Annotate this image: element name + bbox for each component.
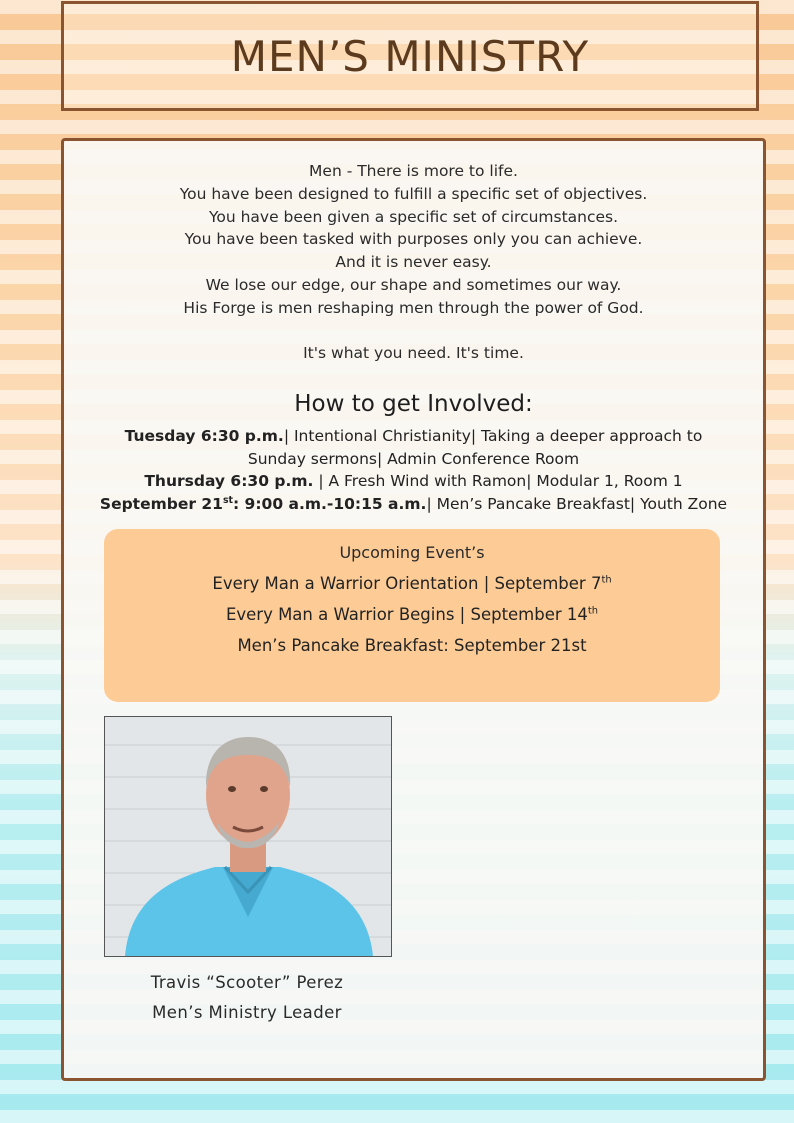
september-desc: | Men’s Pancake Breakfast| Youth Zone [426,494,728,513]
events-heading: Upcoming Event’s [339,543,485,562]
intro-line: We lose our edge, our shape and sometimes our way. [205,275,622,294]
tuesday-desc-cont: Sunday sermons| Admin Conference Room [247,449,580,468]
title-box [61,1,759,111]
tuesday-desc: | Intentional Christianity| Taking a deeper approach to [283,427,703,445]
tuesday-time: Tuesday 6:30 p.m. [124,427,284,445]
intro-line: You have been tasked with purposes only you can achieve. [184,230,643,249]
event-item: Every Man a Warrior Begins | September 14th [225,605,599,624]
intro-closing: It's what you need. It's time. [303,343,524,362]
involved-heading: How to get Involved: [294,391,533,417]
leader-caption [104,968,390,1028]
event-item: Men’s Pancake Breakfast: September 21st [237,636,587,655]
leader-photo [104,716,392,957]
schedule-list [64,425,763,515]
intro-line: You have been given a specific set of circumstances. [208,207,619,226]
thursday-desc: | A Fresh Wind with Ramon| Modular 1, Room 1 [313,472,683,491]
intro-line: Men - There is more to life. [309,162,518,180]
intro-line: And it is never easy. [335,253,492,272]
september-time: September 21st: 9:00 a.m.-10:15 a.m. [99,494,427,513]
leader-name: Travis “Scooter” Perez [150,973,344,992]
intro-line: You have been designed to fulfill a specific set of objectives. [179,184,648,203]
schedule-tuesday [64,425,763,448]
schedule-september [64,493,763,516]
portrait-illustration [105,717,391,956]
intro-text [64,160,763,364]
thursday-time: Thursday 6:30 p.m. [144,472,314,491]
content-panel [61,138,766,1081]
upcoming-events-box [104,529,720,702]
page-title: MEN’S MINISTRY [230,31,590,81]
event-item: Every Man a Warrior Orientation | September 7th [212,574,612,593]
leader-role: Men’s Ministry Leader [152,1003,342,1022]
schedule-thursday [64,470,763,493]
intro-line: His Forge is men reshaping men through the power of God. [183,298,644,317]
